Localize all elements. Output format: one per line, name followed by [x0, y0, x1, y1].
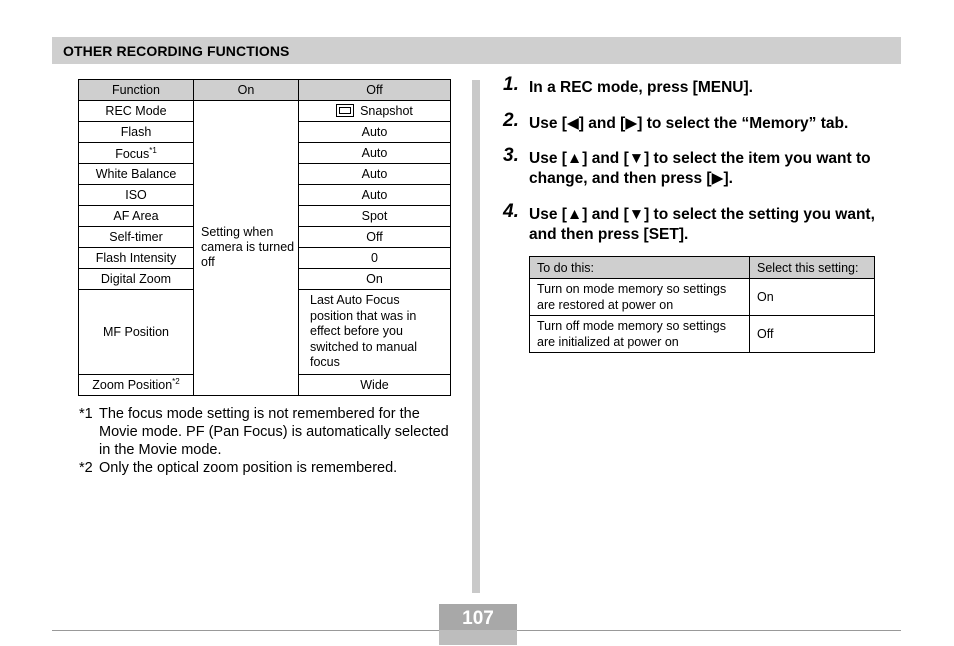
column-divider	[472, 80, 480, 593]
step-number: 2.	[503, 110, 519, 131]
off-setting-cell: On	[299, 269, 451, 290]
step-number: 1.	[503, 74, 519, 95]
off-setting-cell: Snapshot	[299, 101, 451, 122]
settings-table	[78, 79, 451, 396]
function-cell: REC Mode	[79, 101, 194, 122]
snapshot-icon	[336, 104, 354, 117]
off-setting-cell: Off	[299, 227, 451, 248]
function-cell: Digital Zoom	[79, 269, 194, 290]
off-setting-cell: 0	[299, 248, 451, 269]
action-cell: Turn off mode memory so settings are initialized at power on	[530, 316, 750, 353]
settings-table-header-row	[79, 80, 451, 101]
function-cell: Flash Intensity	[79, 248, 194, 269]
table-row	[79, 101, 451, 122]
function-cell: AF Area	[79, 206, 194, 227]
table-row	[530, 316, 875, 353]
off-setting-cell: Auto	[299, 143, 451, 164]
section-header-bar	[52, 37, 901, 64]
step-text: In a REC mode, press [MENU].	[529, 79, 753, 96]
page-number-box	[439, 604, 517, 645]
function-cell: White Balance	[79, 164, 194, 185]
setting-cell: On	[750, 279, 875, 316]
function-cell: Zoom Position$^{*2}$	[79, 374, 194, 395]
on-setting-cell: Setting when camera is turned off	[194, 101, 299, 396]
setting-cell: Off	[750, 316, 875, 353]
action-cell: Turn on mode memory so settings are restored at power on	[530, 279, 750, 316]
off-setting-cell: Auto	[299, 122, 451, 143]
column-header-function: Function	[79, 80, 194, 101]
function-cell: ISO	[79, 185, 194, 206]
footnote-mark: *1	[79, 406, 93, 422]
column-header-action: To do this:	[530, 257, 750, 279]
off-setting-cell: Auto	[299, 164, 451, 185]
footnote-mark: *1	[149, 145, 157, 155]
function-cell: Self-timer	[79, 227, 194, 248]
footnote	[79, 459, 459, 477]
step-number: 4.	[503, 201, 519, 222]
function-cell: Focus$^{*1}$	[79, 143, 194, 164]
column-header-setting: Select this setting:	[750, 257, 875, 279]
section-title: OTHER RECORDING FUNCTIONS	[63, 43, 290, 59]
page-number: 107	[462, 608, 494, 629]
off-setting-cell: Last Auto Focus position that was in effect before you switched to manual focus	[299, 290, 451, 375]
page-number-strip	[439, 630, 517, 645]
column-header-on: On	[194, 80, 299, 101]
footnote-text: The focus mode setting is not remembered for the Movie mode. PF (Pan Focus) is automatically selected in the Movie mode.	[99, 406, 449, 458]
off-setting-cell: Wide	[299, 374, 451, 395]
function-cell: MF Position	[79, 290, 194, 375]
step-number: 3.	[503, 145, 519, 166]
off-setting-cell: Spot	[299, 206, 451, 227]
function-cell: Flash	[79, 122, 194, 143]
column-header-off: Off	[299, 80, 451, 101]
footnote	[79, 405, 459, 459]
step-text: Use [▲] and [▼] to select the setting you want, and then press [SET].	[529, 206, 875, 243]
footnotes	[79, 405, 459, 477]
memory-table	[529, 256, 875, 353]
footnote-mark: *2	[79, 460, 93, 476]
footnote-text: Only the optical zoom position is remembered.	[99, 460, 398, 476]
off-setting-cell: Auto	[299, 185, 451, 206]
table-row	[530, 279, 875, 316]
step-text: Use [▲] and [▼] to select the item you want to change, and then press [▶].	[529, 150, 871, 187]
footnote-mark: *2	[172, 377, 180, 386]
memory-table-header-row	[530, 257, 875, 279]
step-text: Use [◀] and [▶] to select the “Memory” tab.	[529, 115, 849, 132]
